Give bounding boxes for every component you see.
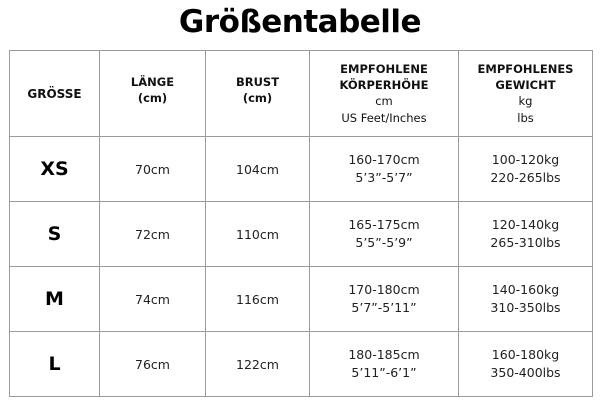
weight-lbs-value: 350-400lbs [490, 365, 561, 380]
weight-lbs-value: 310-350lbs [490, 300, 561, 315]
header-size [10, 51, 100, 137]
header-length-label: LÄNGE [130, 74, 175, 89]
height-cm-value: 165-175cm [348, 217, 420, 232]
header-height [310, 51, 459, 137]
header-chest [206, 51, 310, 137]
weight-kg-value: 160-180kg [491, 347, 560, 362]
table-row [10, 267, 593, 332]
height-cm-value: 180-185cm [348, 347, 420, 362]
table-row [10, 202, 593, 267]
height-ft-value: 5’3”-5’7” [355, 170, 413, 185]
size-cell: M [10, 267, 100, 332]
weight-lbs-value: 265-310lbs [490, 235, 561, 250]
height-cell [310, 202, 459, 267]
weight-cell [459, 332, 593, 397]
chest-cell: 116cm [206, 267, 310, 332]
height-ft-value: 5’11”-6’1” [351, 365, 417, 380]
header-height-label-1: EMPFOHLENE [340, 61, 428, 76]
height-cell [310, 332, 459, 397]
size-cell: S [10, 202, 100, 267]
chest-cell: 122cm [206, 332, 310, 397]
size-chart-table [9, 50, 593, 397]
weight-kg-value: 100-120kg [491, 152, 560, 167]
height-ft-value: 5’7”-5’11” [351, 300, 417, 315]
weight-lbs-value: 220-265lbs [490, 170, 561, 185]
length-cell: 72cm [100, 202, 206, 267]
header-weight-unit-metric: kg [518, 93, 533, 108]
weight-kg-value: 140-160kg [491, 282, 560, 297]
header-weight-label-1: EMPFOHLENES [477, 61, 574, 76]
header-height-unit-us: US Feet/Inches [341, 110, 427, 125]
size-cell: XS [10, 137, 100, 202]
length-cell: 76cm [100, 332, 206, 397]
header-length [100, 51, 206, 137]
weight-cell [459, 202, 593, 267]
height-cm-value: 170-180cm [348, 282, 420, 297]
table-header-row [10, 51, 593, 137]
header-weight-unit-us: lbs [517, 110, 534, 125]
header-length-unit: (cm) [137, 90, 168, 105]
header-size-label: GRÖSSE [27, 86, 82, 101]
chest-cell: 104cm [206, 137, 310, 202]
page-title: Größentabelle [178, 4, 422, 40]
size-cell: L [10, 332, 100, 397]
header-chest-unit: (cm) [242, 90, 273, 105]
header-height-unit-metric: cm [375, 93, 393, 108]
height-cell [310, 267, 459, 332]
header-chest-label: BRUST [235, 74, 280, 89]
header-weight-label-2: GEWICHT [495, 77, 556, 92]
length-cell: 74cm [100, 267, 206, 332]
height-cm-value: 160-170cm [348, 152, 420, 167]
table-row [10, 137, 593, 202]
weight-cell [459, 137, 593, 202]
length-cell: 70cm [100, 137, 206, 202]
height-ft-value: 5’5”-5’9” [355, 235, 413, 250]
header-weight [459, 51, 593, 137]
header-height-label-2: KÖRPERHÖHE [339, 77, 429, 92]
chest-cell: 110cm [206, 202, 310, 267]
table-row [10, 332, 593, 397]
weight-kg-value: 120-140kg [491, 217, 560, 232]
weight-cell [459, 267, 593, 332]
height-cell [310, 137, 459, 202]
